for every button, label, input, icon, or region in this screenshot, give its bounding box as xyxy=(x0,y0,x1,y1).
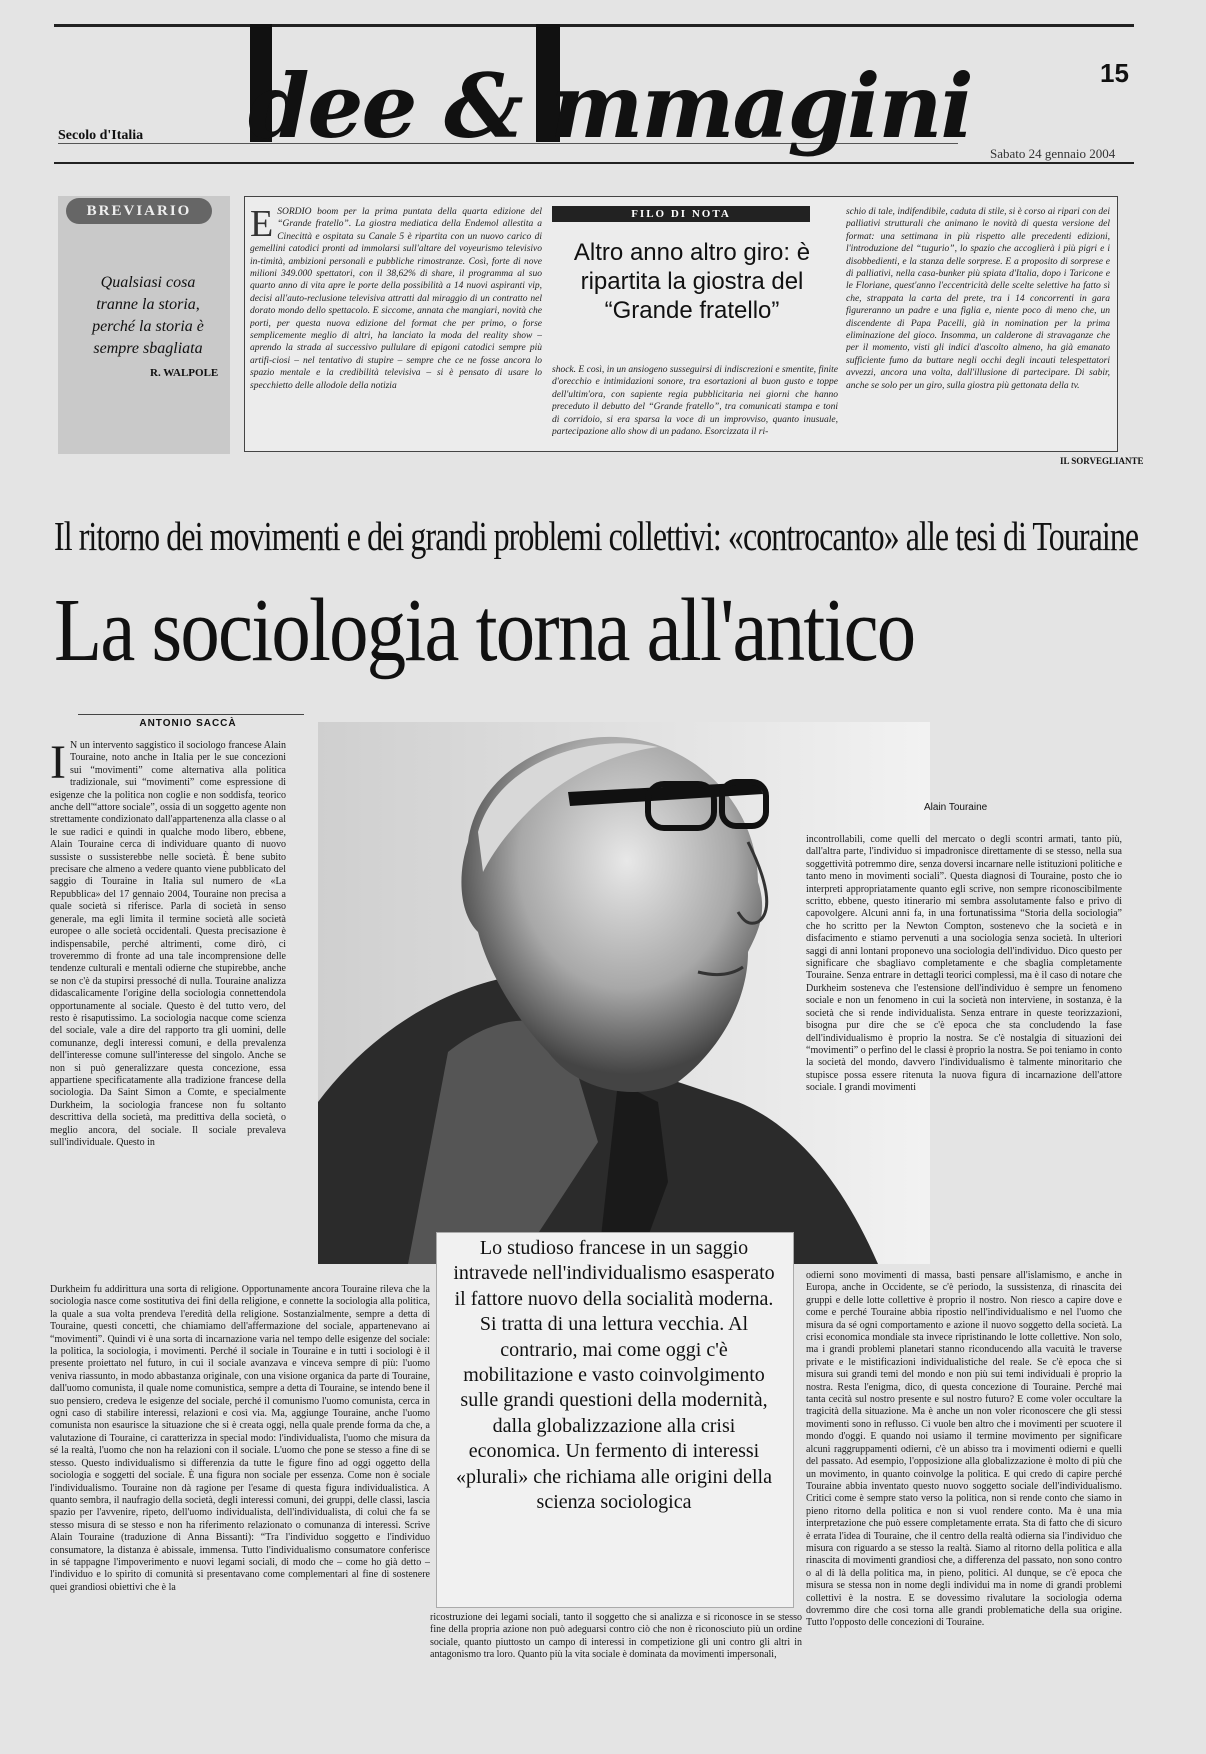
article-column-3-bottom-text: odierni sono movimenti di massa, basti pensare all'islamismo, e anche in Europa, anche in Occidente, se c'è periodo, la sussistenza, di rinascita dei gruppi e delle lotte collettive è proprio il nostro. Non riesco a capire dove e come e perché Touraine abbia ripostio nell'individualismo e nel l'uomo che misura da sé ogni comportamento e azione il nuovo soggetto della società. La crisi economica mondiale sta invece ripristinando le lotte collettive. Non solo, ma i grandi problemi planetari stanno riconducendo alla vacuità le traverse private e le mistificazioni individualistiche del reale. Se c'è epoca che si misura sui grandi temi del mondo e non più sui temi individuali è proprio la nostra. Resta l'enigma, dico, di questa concezione di Touraine. Perché mai tanta cecità sul nostro presente e sul nostro futuro? E come voler occultare la tragicità della situazione. Ma è anche un non voler riconoscere che gli stessi movimenti sono in reflusso. Ci vuole ben altro che i movimenti per scuotere il mondo d'oggi. E quando noi usiamo il termine movimento per significare alcuni raggruppamenti odierni, c'è un abisso tra i movimenti odierni e quelli del passato. Ad esempio, l'opposizione alla globalizzazione è molto di più che un movimento, in quanto coinvolge la politica. E qui credo di capire perché Touraine abbia inventato questo nuovo soggetto sociale dell'individualismo. Critici come è sempre stato verso la politica, non si rende conto che siamo in pieno ritorno della politica e non si vuol rendere conto. Ma è una mia interpretazione che può essere completamente errata. Sta di fatto che di sicuro è errata l'idea di Touraine, che il centro della realtà odierna sia l'individuo che misura con riguardo a se stesso la realtà. Siamo al ritorno della politica e alla rinascita di movimenti grandiosi che, a differenza del passato, non sono contro o al di là della politica ma, in pieno, politici. Al dunque, se c'è epoca che misura se stessa non in nome degli individui ma in nome di grandi problemi collettivi è la nostra. E se dovessimo rivalutare la sociologia oderna dovremmo dire che così torna alle grandi problematiche della sua origine. Tutto l'opposto delle concezioni di Touraine. xyxy=(806,1270,1122,1629)
article-headline: La sociologia torna all'antico xyxy=(54,581,915,680)
filo-di-nota-tag: FILO DI NOTA xyxy=(552,206,810,222)
issue-date: Sabato 24 gennaio 2004 xyxy=(990,146,1116,161)
article-subhead: Il ritorno dei movimenti e dei grandi problemi collettivi: «controcanto» alle tesi di Touraine xyxy=(54,513,1139,559)
filo-column-2 xyxy=(552,364,838,446)
article-column-2-bottom xyxy=(430,1612,802,1734)
breviario-author: R. WALPOLE xyxy=(150,367,219,379)
breviario-tag: BREVIARIO xyxy=(66,198,212,224)
masthead-top-rule xyxy=(54,24,1134,27)
filo-dropcap: E xyxy=(250,206,274,245)
filo-column-1-text: SORDIO boom per la prima puntata della quarta edizione del “Grande fratello”. La giostra mediatica della Endemol allestita a Cinecittà e ospitata su Canale 5 è ripartita con un nuovo carico di gemellini catodici pronti ad immolarsi sull'altare del voyeurismo televisivo in-timità, ambizioni personali e pubbliche rimostranze. Così, forte di nove milioni 349.000 spettatori, con il 38,62% di share, il programma al suo quarto anno di vita apre le porte della possibilità a 14 nuovi aspiranti vip, decisi all'auto-reclusione televisiva attratti dal miraggio di un contratto nel dorato mondo dello spettacolo. E siccome, annata che mangiari, novità che porti, per questa nuova edizione del format che per primo, o forse semplicemente meglio di altri, ha lanciato la moda del reality show – aprendo la strada al successivo pullulare di epigoni catodici sempre più artifi-ciosi – nel tentativo di stupire – sempre che ce ne fosse ancora lo spazio mentale e la credibilità televisiva – si è pensato di usare lo specchietto delle allodole della notizia xyxy=(250,207,542,391)
pull-quote: Lo studioso francese in un saggio intravede nell'individualismo esasperato il fattore nuovo della socialità moderna. Si tratta di una lettura vecchia. Al contrario, mai come oggi c'è mobilitazione e vasto coinvolgimento sulle grandi questioni della modernità, dalla globalizzazione alla crisi economica. Un fermento di interessi «plurali» che richiama alle origini della scienza sociologica xyxy=(453,1237,775,1514)
article-column-1-top-text: N un intervento saggistico il sociologo francese Alain Touraine, noto anche in Italia per le sue concezioni sui “movimenti” come alternativa alla politica tradizionale, sui “movimenti” come espressione di esigenze che la politica non coglie e non soddisfa, teorico anche dell'“attore sociale”, ossia di un soggetto agente non strettamente condizionato dall'appartenenza alla classe o al le sue radici e quindi in qualche modo libero, ebbene, Alain Touraine cerca di individuare quanto di nuovo sussiste o sussisterebbe nelle società. È bene subito precisare che almeno a vedere quanto viene pubblicato del saggio di Touraine in Italia sul numero de «La Repubblica» del 17 gennaio 2004, Touraine non precisa a quale società si riferisce. Parla di società in senso generale, ma egli limita il termine società alle società europee o alle società occidentali. Questa precisazione è indispensabile, perché altrimenti, come dirò, ci troveremmo di fronte ad una tale incomprensione delle tendenze culturali e mentali odierne che stupirebbe, anche se non c'è da stupirsi pressoché di nulla. Touraine analizza didascalicamente l'origine della sociologia connettendola opportunamente al sociale. Questo è del tutto vero, del resto è risaputissimo. La sociologia nacque come scienza del sociale, vale a dire del rapporto tra gli uomini, delle comunanze, degli interessi comuni, e della prevalenza dell'interesse comune sull'interesse del singolo. Anche se non si può generalizzare questa concezione, essa appartiene specificatamente alla tradizione francese della sociologia. Da Saint Simon a Comte, e specialmente Durkheim, la sociologia francese non fu soltanto descrittiva della società, ma predittiva della società, o meglio ancora, del sociale. Il sociale prevaleva sull'individuale. Questo in xyxy=(50,740,286,1148)
article-column-2-bottom-text: ricostruzione dei legami sociali, tanto il soggetto che si analizza e si riconosce in se stesso fine della propria azione non può adeguarsi contro ciò che non è riconosciuto più un ordine sociale, quanto piuttosto un campo di interessi in competizione gli uni contro gli altri in antagonismo tra loro. Quanto più la vita sociale è dominata da movimenti impersonali, xyxy=(430,1612,802,1661)
filo-title: Altro anno altro giro: è ripartita la giostra del “Grande fratello” xyxy=(573,239,811,324)
article-column-3-bottom xyxy=(806,1270,1122,1734)
article-column-1-bottom xyxy=(50,1284,430,1734)
masthead-bottom-rule xyxy=(54,162,1134,164)
article-column-3-top-text: incontrollabili, come quelli del mercato o degli scontri armati, tanto più, dall'altra parte, l'individuo si impadronisce direttamente di se stesso, nella sua soggettività potremmo dire, senza doversi incarnare nelle istituzioni politiche e tanto meno in movimenti sociali”. Questa diagnosi di Touraine, posto che io interpreti appropriatamente quanto egli scrive, non sempre riconoscibilmente scritto, ebbene, questo itinerario mi sembra assolutamente falso e privo di capovolgere. Alcuni anni fa, in una fortunatissima “Storia della sociologia” che ho scritto per la Newton Compton, sostenevo che la società e in disfacimento e stiamo pervenuti a una sociologia senza società. In ulteriori saggi di anni lontani proponevo una sociologia dell'individuo. Dico questo per significare che sbagliavo completamente e che sbaglia completamente Touraine. Senza entrare in dettagli teorici complessi, ma è il caso di notare che Durkheim sosteneva che l'estensione dell'individuo è sempre un fenomeno sociale e non un fenomeno in cui la società non interviene, in sostanza, è la società che si rende individualista. Senza entrare in queste teorizzazioni, bisogna pur dire che se c'è epoca che sta concludendo la fase dell'individualismo è proprio la nostra. Se c'è nostalgia di situazioni dei “movimenti” o perfino del le classi è proprio la nostra. Se poi teniamo in conto la società del mondo, davvero l'individualismo è talmente minoritario che stupisce possa essere ritenuta la nuova figura di incarnazione dell'attore sociale. I grandi movimenti xyxy=(806,834,1122,1094)
byline-rule xyxy=(78,714,304,715)
filo-column-1 xyxy=(250,206,542,446)
filo-column-3-text: schio di tale, indifendibile, caduta di stile, si è corso ai ripari con dei palliativi strutturali che animano le novità di questa versione del format: una settimana in più rispetto alle precedenti edizioni, l'introduzione del “tugurio”, lo spazio che accoglierà i più pigri e i disobbedienti, e la stanza delle sorprese. E a proposito di sorprese e di palliativi, nella casa-bunker più spiata d'Italia, dopo i Taricone e le Floriane, quest'anno l'eccentricità delle scelte selettive ha fatto sì che, strappata la carta del prete, tra i 14 concorrenti in gara figureranno un padre e una figlia e, niente poco di meno che, un discendente di Papa Pacelli, già in nomination per la prima eliminazione del gioco. Insomma, un calderone di stravaganze che per il momento, visti gli indici d'ascolto almeno, ha già emanato sufficiente fumo da buttare negli occhi degli incauti telespettatori avvezzi, ancora una volta, dall'illusione di partecipare. Di sabir, anche se solo per un giro, sulla giostra più gettonata della tv. xyxy=(846,207,1110,391)
article-byline: ANTONIO SACCÀ xyxy=(139,718,237,729)
article-column-1-top xyxy=(50,740,286,1276)
filo-column-2-text: shock. E così, in un ansiogeno susseguirsi di indiscrezioni e smentite, finite d'orecchio e intimidazioni sonore, tra esortazioni al buon gusto e toppe dell'ultim'ora, con sapiente regia pubblicitaria nei giorni che hanno preceduto il debutto del “Grande fratello”, tra comunicati stampa e toni di corridoio, si era sparsa la voce di un improvviso, quanto inusuale, partecipazione allo show di un padano. Esorcizzata il ri- xyxy=(552,365,838,438)
newspaper-name: Secolo d'Italia xyxy=(58,128,144,143)
section-title: dee & mmagini xyxy=(248,54,972,158)
article-column-1-bottom-text: Durkheim fu addirittura una sorta di religione. Opportunamente ancora Touraine rileva che la sociologia nasce come sostitutiva dei fini della religione, e connette la sociologia alla politica, la quale a sua volta prendeva l'eredità della religione. Sostanzialmente, sempre a detta di Touraine, questi concetti, che chiamiamo dell'affermazione del sociale, appartenevano ai “movimenti”. Quindi vi è una sorta di incarnazione varia nel tempo delle esigenze del sociale: la politica, la sociologia, i movimenti. Perché il sociale in Touraine e in tutti i sociologi è il presente proiettato nel futuro, in cui il sociale avanzava e vinceva sempre di più: l'uomo veniva riassunto, in modo abbastanza originale, con una visione organica da parte di Touraine, dall'uomo comunista, il quale nome comunistica, sempre a detta di Touraine, se intendo bene il suo pensiero, credeva le esigenze del sociale, perché il comunismo l'uomo comunista, cerca in ogni caso di stabilire interessi, relazioni e così via. Ma, aggiunge Touraine, anche l'uomo comunista non esaurisce la situazione che si è creata oggi, nella quale prende forma da che, a valutazione di Touraine, ci caratterizza in special modo: l'individualista, l'uomo che misura da sé la realtà, l'uomo che non ha relazioni con il sociale. L'uomo che pone se stesso a fine di se stesso. Questo individualismo si differenzia da tutte le figure fino ad oggi oggetto della sociologia e soggetti del sociale. È una figura non sociale per essenza. Come non è sociale l'individualismo. Touraine non dà ragione per l'esame di questa figura individualistica. A quanto sembra, il naufragio della società, degli interessi comuni, dei gruppi, delle classi, lascia spazio per l'avvenire, ripeto, dell'uomo individualista, dell'individualista, di colui che fa se stesso misura di se stesso e non ha riferimento relazionato o comunanza di interessi. Scrive Alain Touraine (traduzione di Anna Bissanti): “Tra l'individuo soggetto e l'individuo consumatore, la distanza è abissale, immensa. Tutto l'individualismo consumatore conferisce in sé tappagne l'impoverimento e nuovi legami sociali, di modo che – come ho già detto – l'individuo e lo spirito di comunità si presentavano come complementari al fine di sostenere quei grandiosi obiettivi che è la xyxy=(50,1284,430,1593)
filo-column-3 xyxy=(846,206,1110,448)
breviario-quote: Qualsiasi cosa tranne la storia, perché la storia è sempre sbagliata xyxy=(92,274,204,357)
article-column-3-top xyxy=(806,834,1122,1264)
article-dropcap: I xyxy=(50,740,66,789)
photo-caption: Alain Touraine xyxy=(924,802,988,813)
filo-signature: IL SORVEGLIANTE xyxy=(1060,456,1144,466)
page-number: 15 xyxy=(1100,58,1129,88)
